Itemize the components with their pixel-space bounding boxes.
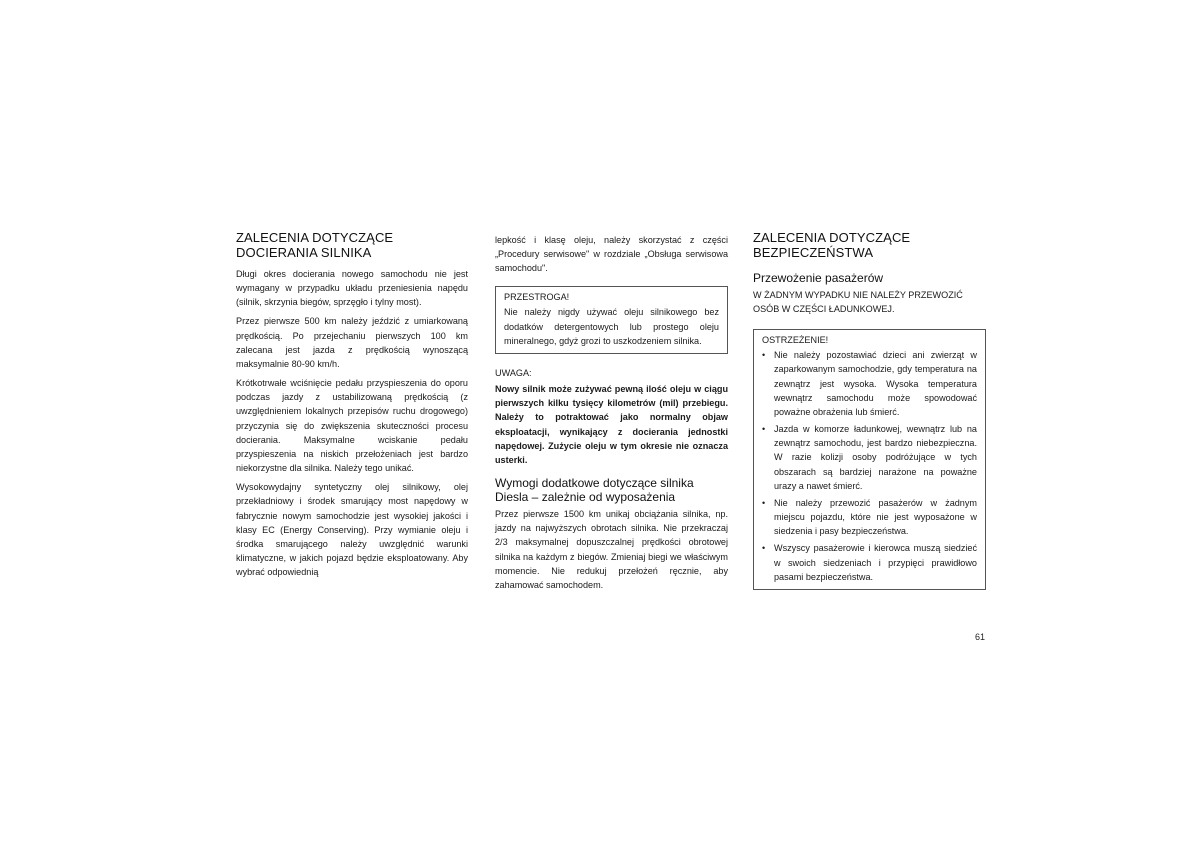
column-safety [753, 230, 986, 590]
bullet-icon: • [762, 350, 766, 361]
bullet-icon: • [762, 424, 766, 435]
bullet-icon: • [762, 497, 766, 508]
paragraph: Krótkotrwałe wciśnięcie pedału przyspieszenia do oporu podczas jazdy z ustabilizowaną prędkością (z uwzględnieniem lokalnych przepisów ruchu drogowego) przyczynia się do zwiększenia skuteczności procesu docierania. Maksymalne wciskanie pedału przyspieszenia na niskich przełożeniach jest bardzo niekorzystne dla silnika. Należy tego unikać. [236, 378, 468, 474]
list-item: • Jazda w komorze ładunkowej, wewnątrz lub na zewnątrz samochodu, jest bardzo niebezpieczna. W razie kolizji osoby podróżujące w tych obszarach są bardziej narażone na poważne urazy a nawet śmierć. [762, 424, 977, 491]
paragraph: Przez pierwsze 500 km należy jeździć z umiarkowaną prędkością. Po przejechaniu pierwszych 100 km zalecana jest jazda z prędkością wynoszącą maksymalnie 80-90 km/h. [236, 316, 468, 369]
list-item: • Wszyscy pasażerowie i kierowca muszą siedzieć w swoich siedzeniach i przypięci prawidłowo pasami bezpieczeństwa. [762, 543, 977, 582]
paragraph: lepkość i klasę oleju, należy skorzystać z części „Procedury serwisowe" w rozdziale „Obsługa serwisowa samochodu". [495, 235, 728, 274]
caution-box [495, 286, 728, 353]
section-heading-safety: ZALECENIA DOTYCZĄCE BEZPIECZEŃSTWA [753, 230, 911, 260]
caution-title: PRZESTROGA! [504, 292, 570, 303]
bullet-icon: • [762, 543, 766, 554]
warning-title: OSTRZEŻENIE! [762, 335, 829, 346]
note-title: UWAGA: [495, 367, 532, 378]
column-oil [495, 233, 728, 592]
paragraph: Wysokowydajny syntetyczny olej silnikowy, olej przekładniowy i środek smarujący most napędowy w fabrycznie nowym samochodzie jest wysokiej jakości i klasy EC (Energy Conserving). Przy wymianie oleju i środka smarującego należy uwzględnić warunki klimatyczne, w jakich pojazd będzie eksploatowany. Aby wybrać odpowiednią [236, 482, 468, 578]
caution-text: Nie należy nigdy używać oleju silnikowego bez dodatków detergentowych lub prostego oleju mineralnego, gdyż grozi to uszkodzeniem silnika. [504, 307, 719, 346]
paragraph: Długi okres docierania nowego samochodu nie jest wymagany w przypadku układu przeniesienia napędu (silnik, skrzynia biegów, sprzęgło i tylny most). [236, 269, 468, 308]
list-item: • Nie należy przewozić pasażerów w żadnym miejscu pojazdu, które nie jest wyposażone w siedzenia i pasy bezpieczeństwa. [762, 497, 977, 537]
subheading-passengers: Przewożenie pasażerów [753, 271, 884, 285]
list-item: • Nie należy pozostawiać dzieci ani zwierząt w zaparkowanym samochodzie, gdy temperatura na zewnątrz jest wysoka. Wysoka temperatura wewnątrz samochodu może spowodować poważne obrażenia lub śmierć. [762, 350, 977, 417]
paragraph: Przez pierwsze 1500 km unikaj obciążania silnika, np. jazdy na najwyższych obrotach silnika. Nie przekraczaj 2/3 maksymalnej dopuszczalnej prędkości obrotowej silnika na każdym z biegów. Zmieniaj biegi we właściwym momencie. Nie redukuj przełożeń ręcznie, aby zahamować samochodem. [495, 509, 728, 590]
page-number: 61 [975, 632, 986, 642]
subheading-diesel: Wymogi dodatkowe dotyczące silnika Diesla – zależnie od wyposażenia [495, 476, 694, 505]
warning-list [762, 348, 977, 584]
section-heading-break-in: ZALECENIA DOTYCZĄCE DOCIERANIA SILNIKA [236, 230, 394, 260]
column-break-in [236, 230, 468, 579]
note-text: Nowy silnik może zużywać pewną ilość oleju w ciągu pierwszych kilku tysięcy kilometrów (mil) przebiegu. Należy to potraktować jako normalny objaw eksploatacji, wynikający z docierania jednostki napędowej. Zużycie oleju w tym okresie nie oznacza usterki. [495, 384, 728, 465]
warning-box [753, 329, 986, 590]
passenger-warning-text: W ŻADNYM WYPADKU NIE NALEŻY PRZEWOZIĆ OSÓB W CZĘŚCI ŁADUNKOWEJ. [753, 290, 963, 315]
